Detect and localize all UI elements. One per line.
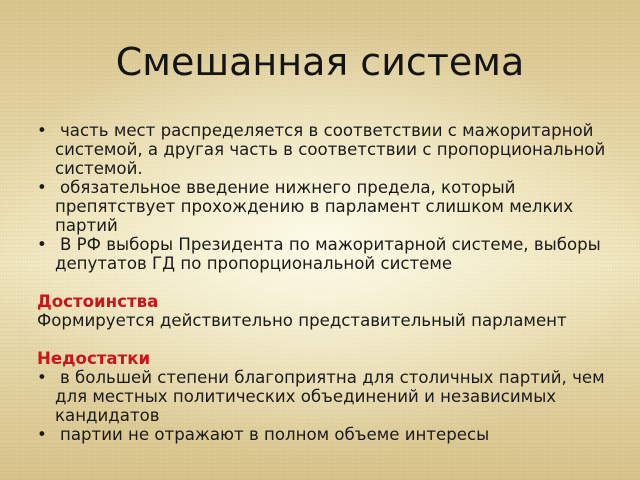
- bullet-icon: •: [37, 121, 47, 140]
- mixed-system-bullet-list: [37, 121, 607, 273]
- list-item: [37, 425, 607, 444]
- slide-title: Смешанная система: [115, 40, 525, 84]
- list-item: [37, 178, 607, 235]
- bullet-text: В РФ выборы Президента по мажоритарной системе, выборы депутатов ГД по пропорциональной системе: [55, 235, 601, 273]
- list-item: [37, 121, 607, 178]
- bullet-icon: •: [37, 368, 47, 387]
- advantages-heading: Достоинства: [37, 292, 159, 311]
- advantages-text: Формируется действительно представительный парламент: [37, 311, 567, 330]
- bullet-icon: •: [37, 425, 47, 444]
- disadvantages-bullet-list: [37, 368, 607, 444]
- bullet-text: партии не отражают в полном объеме интересы: [60, 425, 490, 444]
- bullet-icon: •: [37, 178, 47, 197]
- disadvantages-heading: Недостатки: [37, 349, 151, 368]
- bullet-text: часть мест распределяется в соответствии с мажоритарной системой, а другая часть в соответствии с пропорциональной системой.: [55, 121, 606, 178]
- bullet-text: в большей степени благоприятна для столичных партий, чем для местных политических объединений и независимых кандидатов: [55, 368, 605, 425]
- list-item: [37, 368, 607, 425]
- bullet-icon: •: [37, 235, 47, 254]
- bullet-text: обязательное введение нижнего предела, который препятствует прохождению в парламент слишком мелких партий: [55, 178, 574, 235]
- list-item: [37, 235, 607, 273]
- slide-body: [37, 121, 607, 444]
